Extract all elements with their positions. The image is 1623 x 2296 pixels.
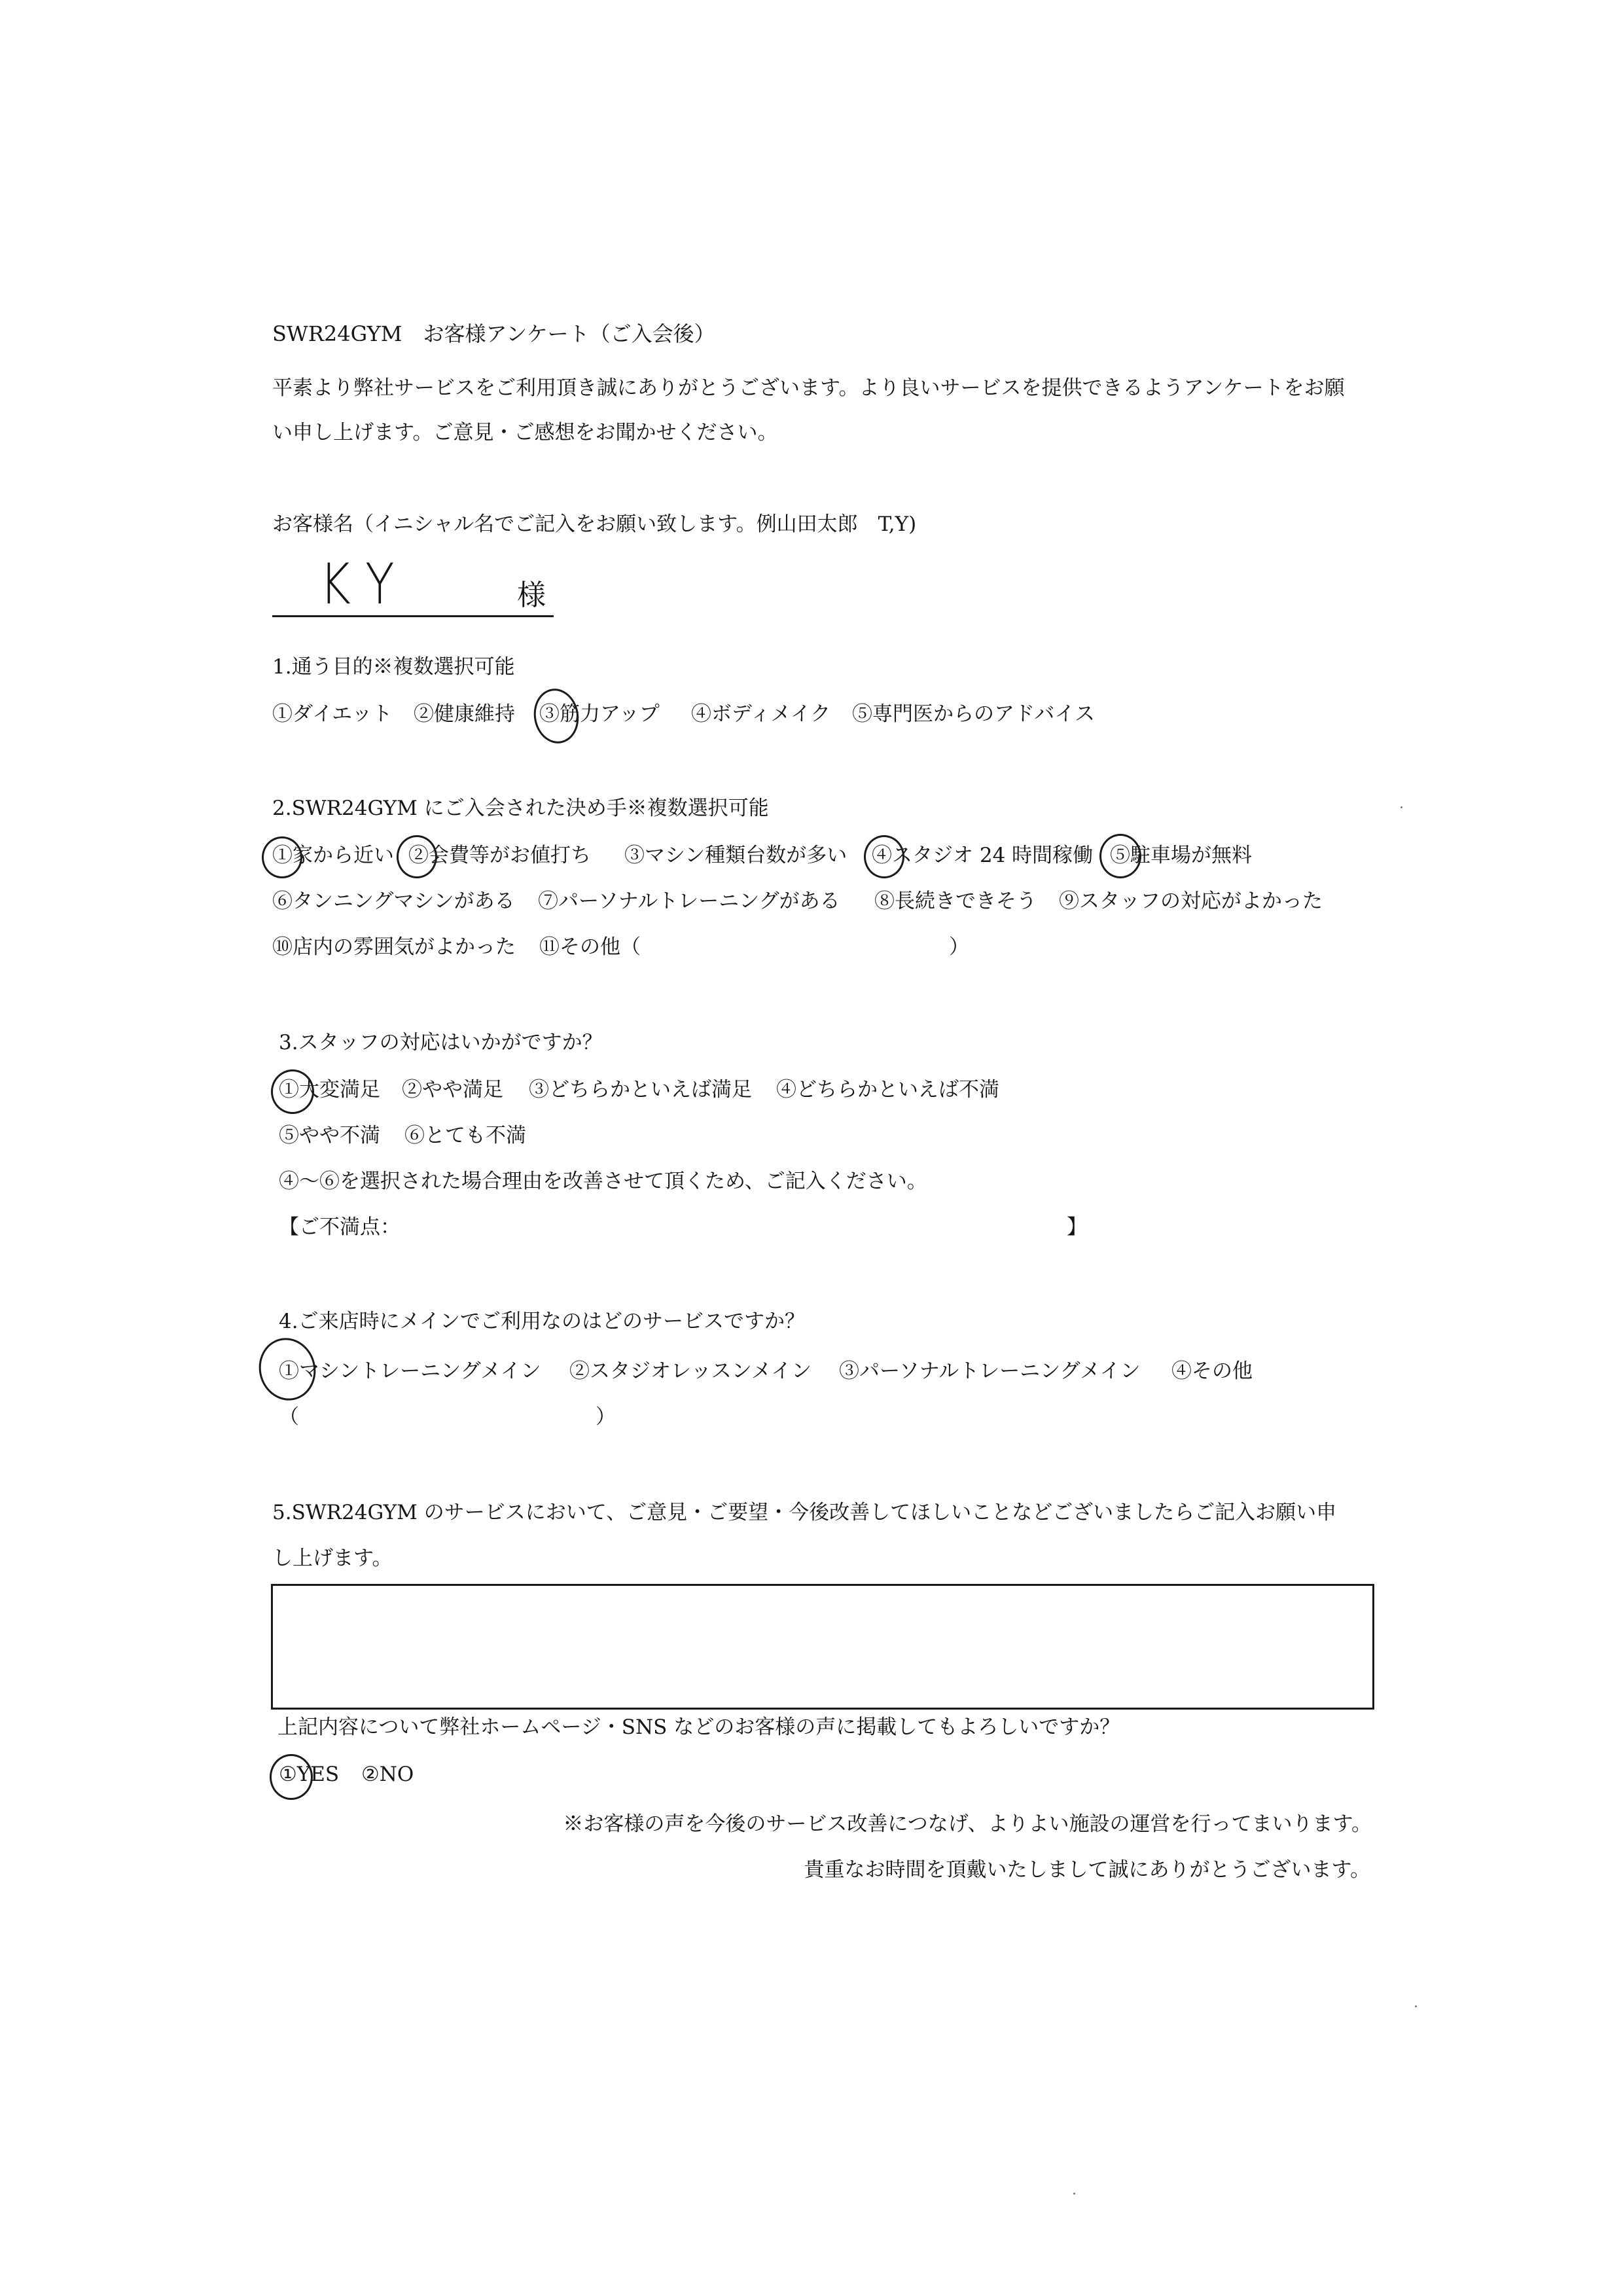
publish-option-no[interactable]: ②NO: [361, 1763, 414, 1786]
q4-other-paren-open: （: [279, 1405, 299, 1429]
scan-speck: [1415, 2005, 1417, 2007]
q3-option-very-satisfied[interactable]: ①大変満足: [279, 1078, 380, 1102]
q5-answer-box[interactable]: [271, 1584, 1374, 1710]
q5-heading-line-2: し上げます。: [272, 1547, 393, 1570]
q2-heading: 2.SWR24GYM にご入会された決め手※複数選択可能: [272, 797, 769, 820]
q2-option-studio-24h[interactable]: ④スタジオ 24 時間稼働: [872, 844, 1094, 867]
q2-option-near-home[interactable]: ①家から近い: [272, 844, 394, 867]
q4-option-personal[interactable]: ③パーソナルトレーニングメイン: [839, 1359, 1141, 1383]
q2-option-other[interactable]: ⑪その他（: [539, 935, 641, 959]
q2-option-fee[interactable]: ②会費等がお値打ち: [408, 844, 591, 867]
customer-name-handwritten[interactable]: KY: [319, 552, 409, 617]
q1-option-strength[interactable]: ③筋力アップ: [539, 702, 660, 726]
q1-option-diet[interactable]: ①ダイエット: [272, 702, 393, 726]
q3-option-rather-satisfied[interactable]: ③どちらかといえば満足: [529, 1078, 752, 1102]
q3-complaint-close: 】: [1067, 1215, 1087, 1239]
q3-option-somewhat-satisfied[interactable]: ②やや満足: [402, 1078, 503, 1102]
q2-option-continue[interactable]: ⑧長続きできそう: [874, 889, 1037, 913]
scan-speck: [1073, 2193, 1075, 2195]
intro-line-2: い申し上げます。ご意見・ご感想をお聞かせください。: [272, 421, 778, 444]
q5-heading-line-1: 5.SWR24GYM のサービスにおいて、ご意見・ご要望・今後改善してほしいことなどございましたらご記入お願い申: [272, 1501, 1337, 1524]
scan-speck: [1400, 806, 1402, 808]
q4-option-studio[interactable]: ②スタジオレッスンメイン: [569, 1359, 812, 1383]
customer-name-underline: [272, 615, 554, 617]
q2-option-tanning[interactable]: ⑥タンニングマシンがある: [272, 889, 515, 913]
q3-complaint-input[interactable]: [406, 1217, 1060, 1241]
q2-option-machines[interactable]: ③マシン種類台数が多い: [624, 844, 847, 867]
closing-line-2: 貴重なお時間を頂戴いたしまして誠にありがとうございます。: [804, 1858, 1370, 1882]
customer-honorific: 様: [517, 579, 546, 612]
q1-option-doctor-advice[interactable]: ⑤専門医からのアドバイス: [852, 702, 1096, 726]
publish-question: 上記内容について弊社ホームページ・SNS などのお客様の声に掲載してもよろしいですか？: [277, 1715, 1120, 1739]
q1-option-health[interactable]: ②健康維持: [414, 702, 515, 726]
survey-title: SWR24GYM お客様アンケート（ご入会後）: [272, 321, 715, 346]
q4-heading: 4.ご来店時にメインでご利用なのはどのサービスですか？: [279, 1310, 805, 1333]
q2-option-personal[interactable]: ⑦パーソナルトレーニングがある: [538, 889, 840, 913]
q2-option-atmosphere[interactable]: ⑩店内の雰囲気がよかった: [272, 935, 516, 959]
q3-option-rather-dissatisfied[interactable]: ④どちらかといえば不満: [776, 1078, 999, 1102]
q4-option-other[interactable]: ④その他: [1171, 1359, 1253, 1383]
customer-name-label: お客様名（イニシャル名でご記入をお願い致します。例山田太郎 T,Y): [272, 512, 917, 536]
intro-line-1: 平素より弊社サービスをご利用頂き誠にありがとうございます。より良いサービスを提供できるようアンケートをお願: [272, 376, 1345, 400]
q3-option-very-dissatisfied[interactable]: ⑥とても不満: [404, 1124, 526, 1147]
q2-option-staff[interactable]: ⑨スタッフの対応がよかった: [1059, 889, 1323, 913]
publish-option-yes[interactable]: ①YES: [279, 1763, 340, 1786]
q3-reason-prompt: ④～⑥を選択された場合理由を改善させて頂くため、ご記入ください。: [279, 1170, 927, 1193]
q3-heading: 3.スタッフの対応はいかがですか？: [279, 1031, 603, 1054]
q1-heading: 1.通う目的※複数選択可能: [272, 655, 515, 679]
q4-option-machine[interactable]: ①マシントレーニングメイン: [279, 1359, 541, 1383]
q3-complaint-label: 【ご不満点：: [279, 1215, 401, 1239]
closing-line-1: ※お客様の声を今後のサービス改善につなげ、よりよい施設の運営を行ってまいります。: [563, 1812, 1372, 1836]
q3-option-somewhat-dissatisfied[interactable]: ⑤やや不満: [279, 1124, 380, 1147]
q4-other-paren-close: ）: [596, 1405, 616, 1429]
q2-option-parking[interactable]: ⑤駐車場が無料: [1110, 844, 1252, 867]
q2-option-other-close: ）: [949, 935, 969, 959]
q1-option-body-make[interactable]: ④ボディメイク: [691, 702, 831, 726]
